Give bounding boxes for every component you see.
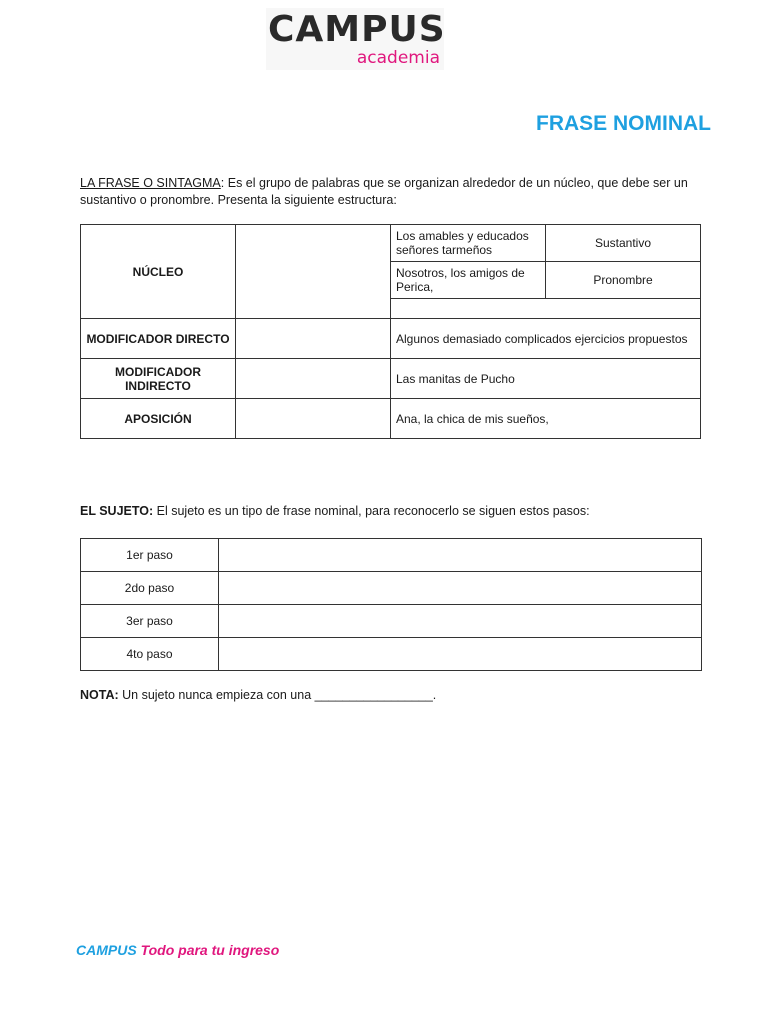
nucleo-label: NÚCLEO [81, 225, 236, 319]
paso-1-answer [219, 539, 702, 572]
nota-paragraph [80, 688, 436, 702]
paso-1-label: 1er paso [81, 539, 219, 572]
modificador-directo-blank [236, 319, 391, 359]
nucleo-type-1: Sustantivo [546, 225, 701, 262]
table-row [81, 572, 702, 605]
pasos-table [80, 538, 702, 671]
aposicion-example: Ana, la chica de mis sueños, [391, 399, 701, 439]
modificador-directo-label: MODIFICADOR DIRECTO [81, 319, 236, 359]
table-row [81, 539, 702, 572]
estructura-table [80, 224, 701, 439]
aposicion-label: APOSICIÓN [81, 399, 236, 439]
logo-wordmark: CAMPUS [268, 9, 446, 50]
footer-brand: CAMPUS [76, 942, 137, 958]
intro-paragraph [80, 175, 710, 209]
modificador-indirecto-blank [236, 359, 391, 399]
sujeto-text: El sujeto es un tipo de frase nominal, para reconocerlo se siguen estos pasos: [153, 504, 590, 518]
nota-lead: NOTA: [80, 688, 119, 702]
nota-text: Un sujeto nunca empieza con una _________________. [118, 688, 437, 702]
aposicion-blank [236, 399, 391, 439]
page-title: FRASE NOMINAL [536, 112, 711, 135]
paso-2-answer [219, 572, 702, 605]
logo-subtitle: academia [356, 48, 440, 68]
intro-text: : Es el grupo de palabras que se organizan alrededor de un núcleo, que debe ser un sustantivo o pronombre. Presenta la siguiente estructura: [80, 176, 688, 207]
nucleo-type-2: Pronombre [546, 262, 701, 299]
nucleo-example-1: Los amables y educados señores tarmeños [391, 225, 546, 262]
modificador-indirecto-label: MODIFICADOR INDIRECTO [81, 359, 236, 399]
sujeto-lead: EL SUJETO: [80, 504, 154, 518]
table-row [81, 605, 702, 638]
paso-3-label: 3er paso [81, 605, 219, 638]
sujeto-paragraph [80, 504, 590, 518]
intro-lead: LA FRASE O SINTAGMA [80, 176, 221, 190]
table-row [81, 638, 702, 671]
footer [76, 942, 279, 958]
paso-4-label: 4to paso [81, 638, 219, 671]
campus-logo [266, 8, 444, 70]
modificador-directo-example: Algunos demasiado complicados ejercicios propuestos [391, 319, 701, 359]
paso-4-answer [219, 638, 702, 671]
paso-3-answer [219, 605, 702, 638]
footer-tagline: Todo para tu ingreso [140, 942, 280, 958]
paso-2-label: 2do paso [81, 572, 219, 605]
nucleo-blank [236, 225, 391, 319]
nucleo-blank-row [391, 299, 701, 319]
modificador-indirecto-example: Las manitas de Pucho [391, 359, 701, 399]
nucleo-example-2: Nosotros, los amigos de Perica, [391, 262, 546, 299]
